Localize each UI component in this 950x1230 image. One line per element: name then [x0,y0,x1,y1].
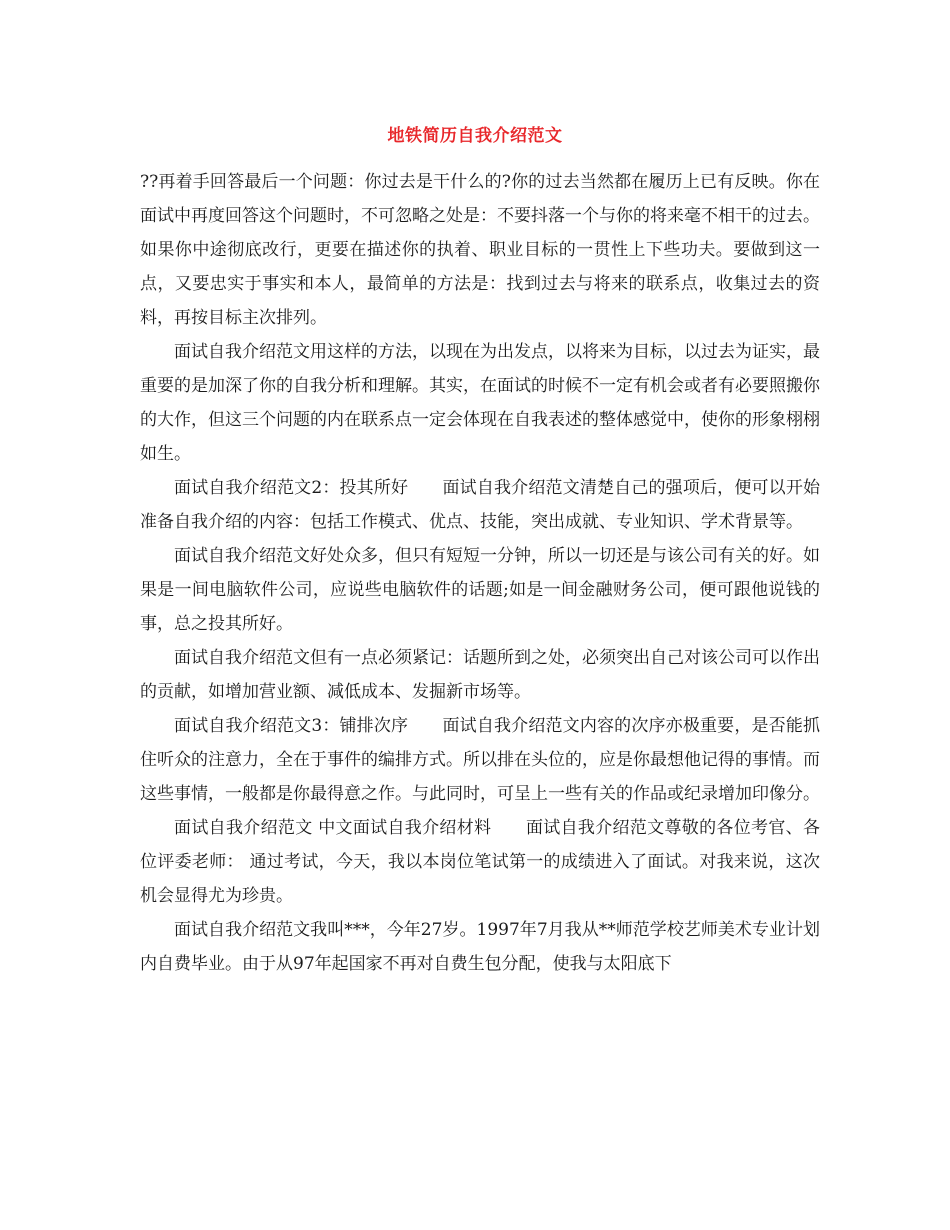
paragraph-5: 面试自我介绍范文但有一点必须紧记：话题所到之处，必须突出自己对该公司可以作出的贡献，如增加营业额、减低成本、发掘新市场等。 [140,648,820,702]
paragraph-8: 面试自我介绍范文我叫***，今年27岁。1997年7月我从**师范学校艺师美术专业计划内自费毕业。由于从97年起国家不再对自费生包分配，使我与太阳底下 [140,920,820,974]
paragraph-2: 面试自我介绍范文用这样的方法，以现在为出发点，以将来为目标，以过去为证实，最重要的是加深了你的自我分析和理解。其实，在面试的时候不一定有机会或者有必要照搬你的大作，但这三个问题的内在联系点一定会体现在自我表述的整体感觉中，使你的形象栩栩如生。 [140,342,820,464]
document-title: 地铁简历自我介绍范文 [387,126,563,146]
paragraph-6: 面试自我介绍范文3：铺排次序 面试自我介绍范文内容的次序亦极重要，是否能抓住听众的注意力，全在于事件的编排方式。所以排在头位的，应是你最想他记得的事情。而这些事情，一般都是你最得意之作。与此同时，可呈上一些有关的作品或纪录增加印像分。 [140,716,820,804]
paragraph-7: 面试自我介绍范文 中文面试自我介绍材料 面试自我介绍范文尊敬的各位考官、各位评委老师： 通过考试，今天，我以本岗位笔试第一的成绩进入了面试。对我来说，这次机会显得尤为珍贵。 [140,818,820,906]
document-body [140,165,820,981]
paragraph-4: 面试自我介绍范文好处众多，但只有短短一分钟，所以一切还是与该公司有关的好。如果是一间电脑软件公司，应说些电脑软件的话题;如是一间金融财务公司，便可跟他说钱的事，总之投其所好。 [140,546,820,634]
paragraph-3: 面试自我介绍范文2：投其所好 面试自我介绍范文清楚自己的强项后，便可以开始准备自我介绍的内容：包括工作模式、优点、技能，突出成就、专业知识、学术背景等。 [140,478,820,532]
paragraph-1: ??再着手回答最后一个问题：你过去是干什么的?你的过去当然都在履历上已有反映。你在面试中再度回答这个问题时，不可忽略之处是：不要抖落一个与你的将来毫不相干的过去。如果你中途彻底改行，更要在描述你的执着、职业目标的一贯性上下些功夫。要做到这一点，又要忠实于事实和本人，最简单的方法是：找到过去与将来的联系点，收集过去的资料，再按目标主次排列。 [140,172,820,328]
